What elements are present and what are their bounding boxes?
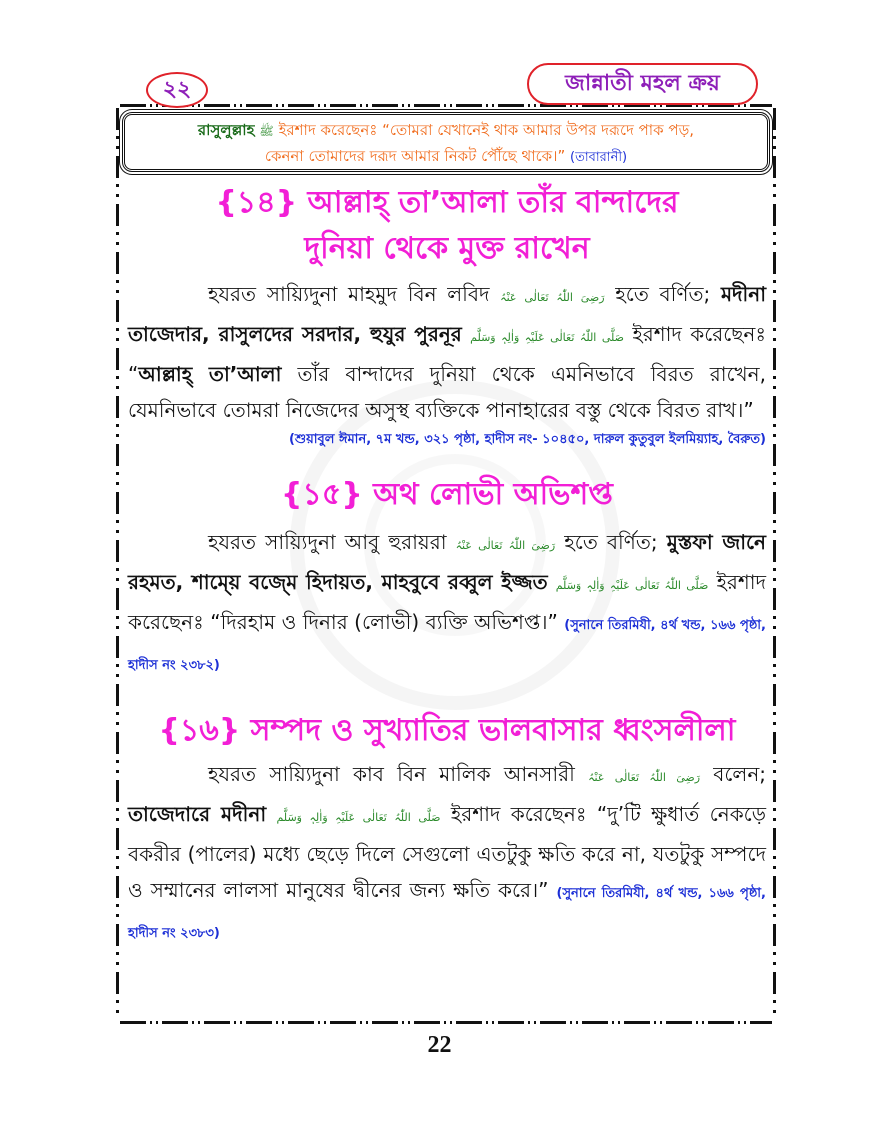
hadith-text: ইরশাদ করেছেনঃ “দিরহাম ও দিনার (লোভী) ব্যক্তি অভিশপ্ত।” (128, 570, 767, 634)
narrator-text: হযরত সায়্যিদুনা মাহমুদ বিন লবিদ (208, 282, 490, 306)
page-number-badge: ২২ (146, 72, 208, 108)
hadith-paragraph (128, 524, 766, 684)
durood-quote-2: কেননা তোমাদের দরূদ আমার নিকট পৌঁছে থাকে।” (264, 147, 566, 165)
book-title-badge: জান্নাতী মহল ক্রয় (527, 63, 758, 105)
page-number: 22 (427, 1032, 452, 1058)
narration-tail: হতে বর্ণিত; (615, 282, 711, 306)
hadith-text-b: তাঁর বান্দাদের দুনিয়া থেকে এমনিভাবে বিরত রাখেন, যেমনিভাবে তোমরা নিজেদের অসুস্থ ব্যক্তিকে পানাহারের বস্তু থেকে বিরত রাখ।” (128, 362, 766, 422)
arabic-salutation: صَلَّی اللّٰہُ تَعَالٰی عَلَیْہِ وَاٰلِہٖ وَسَلَّم (470, 331, 624, 344)
section-heading: {১৫} অথ লোভী অভিশপ্ত (281, 477, 613, 512)
durood-quote-1: ইরশাদ করেছেনঃ “তোমরা যেখানেই থাক আমার উপর দরূদে পাক পড়, (278, 121, 695, 139)
narrator-text: হযরত সায়্যিদুনা আবু হুরায়রা (208, 530, 447, 554)
hadith-reference: (সুনানে তিরমিযী, ৪র্থ খন্ড, ১৬৬ পৃষ্ঠা, হাদীস নং ২৩৮২) (128, 618, 766, 673)
section-14 (128, 180, 766, 452)
prophet-titles: মদীনা তাজেদার, রাসুলদের সরদার, হুযুর পুরনূর (128, 282, 767, 346)
arabic-honorific: رَضِیَ اللّٰہُ تَعَالٰی عَنْہُ (500, 291, 605, 304)
arabic-honorific: رَضِیَ اللّٰہُ تَعَالٰی عَنْہُ (588, 771, 701, 784)
hadith-paragraph (128, 756, 766, 952)
section-15 (128, 472, 766, 684)
saw-glyph-icon: ﷺ (259, 124, 274, 138)
heading-line-1: {১৪} আল্লাহ্ তা’আলা তাঁর বান্দাদের (215, 185, 679, 220)
durood-line-1 (125, 118, 767, 144)
hadith-reference: (সুনানে তিরমিযী, ৪র্থ খন্ড, ১৬৬ পৃষ্ঠা, হাদীস নং ২৩৮৩) (128, 886, 766, 941)
hadith-paragraph (128, 276, 766, 428)
durood-speaker: রাসুলুল্লাহ (197, 121, 255, 139)
hadith-text: ইরশাদ করেছেনঃ “দু’টি ক্ষুধার্ত নেকড়ে বকরীর (পালের) মধ্যে ছেড়ে দিলে সেগুলো এতটুকু ক্ষতি করে না, যতটুকু সম্পদে ও সম্মানের লালসা মানুষের দ্বীনের জন্য ক্ষতি করে।” (128, 802, 767, 902)
durood-box (122, 112, 770, 172)
page-content (128, 180, 766, 952)
prophet-titles: তাজেদারে মদীনা (128, 802, 267, 826)
arabic-salutation: صَلَّی اللّٰہُ تَعَالٰی عَلَیْہِ وَاٰلِہٖ وَسَلَّم (555, 579, 709, 592)
frame-right-border (773, 108, 776, 1020)
durood-source: (তাবারানী) (570, 150, 628, 165)
hadith-text-a: ইরশাদ করেছেনঃ “ (128, 322, 767, 386)
frame-bottom-border (120, 1021, 772, 1024)
section-16 (128, 708, 766, 952)
narration-lead: বলেন; (713, 762, 767, 786)
narrator-text: হযরত সায়্যিদুনা কাব বিন মালিক আনসারী (208, 762, 575, 786)
hadith-bold-phrase: আল্লাহ্ তা’আলা (138, 362, 282, 386)
heading-line-2: দুনিয়া থেকে মুক্ত রাখেন (304, 231, 590, 266)
section-heading: {১৬} সম্পদ ও সুখ্যাতির ভালবাসার ধ্বংসলীলা (158, 713, 736, 748)
arabic-salutation: صَلَّی اللّٰہُ تَعَالٰی عَلَیْہِ وَاٰلِہٖ وَسَلَّم (276, 811, 441, 824)
durood-line-2 (125, 144, 767, 170)
hadith-reference: (শুয়াবুল ঈমান, ৭ম খন্ড, ৩২১ পৃষ্ঠা, হাদীস নং- ১০৪৫০, দারুল কুতুবুল ইলমিয়্যাহ, বৈরুত) (288, 432, 766, 447)
prophet-titles: মুস্তফা জানে রহমত, শাম্য়ে বজ্মে হিদায়ত, মাহবুবে রব্বুল ইজ্জত (128, 530, 766, 594)
narration-tail: হতে বর্ণিত; (564, 530, 658, 554)
arabic-honorific: رَضِیَ اللّٰہُ تَعَالٰی عَنْہُ (455, 539, 556, 552)
section-heading (128, 180, 766, 272)
frame-left-border (116, 108, 119, 1020)
